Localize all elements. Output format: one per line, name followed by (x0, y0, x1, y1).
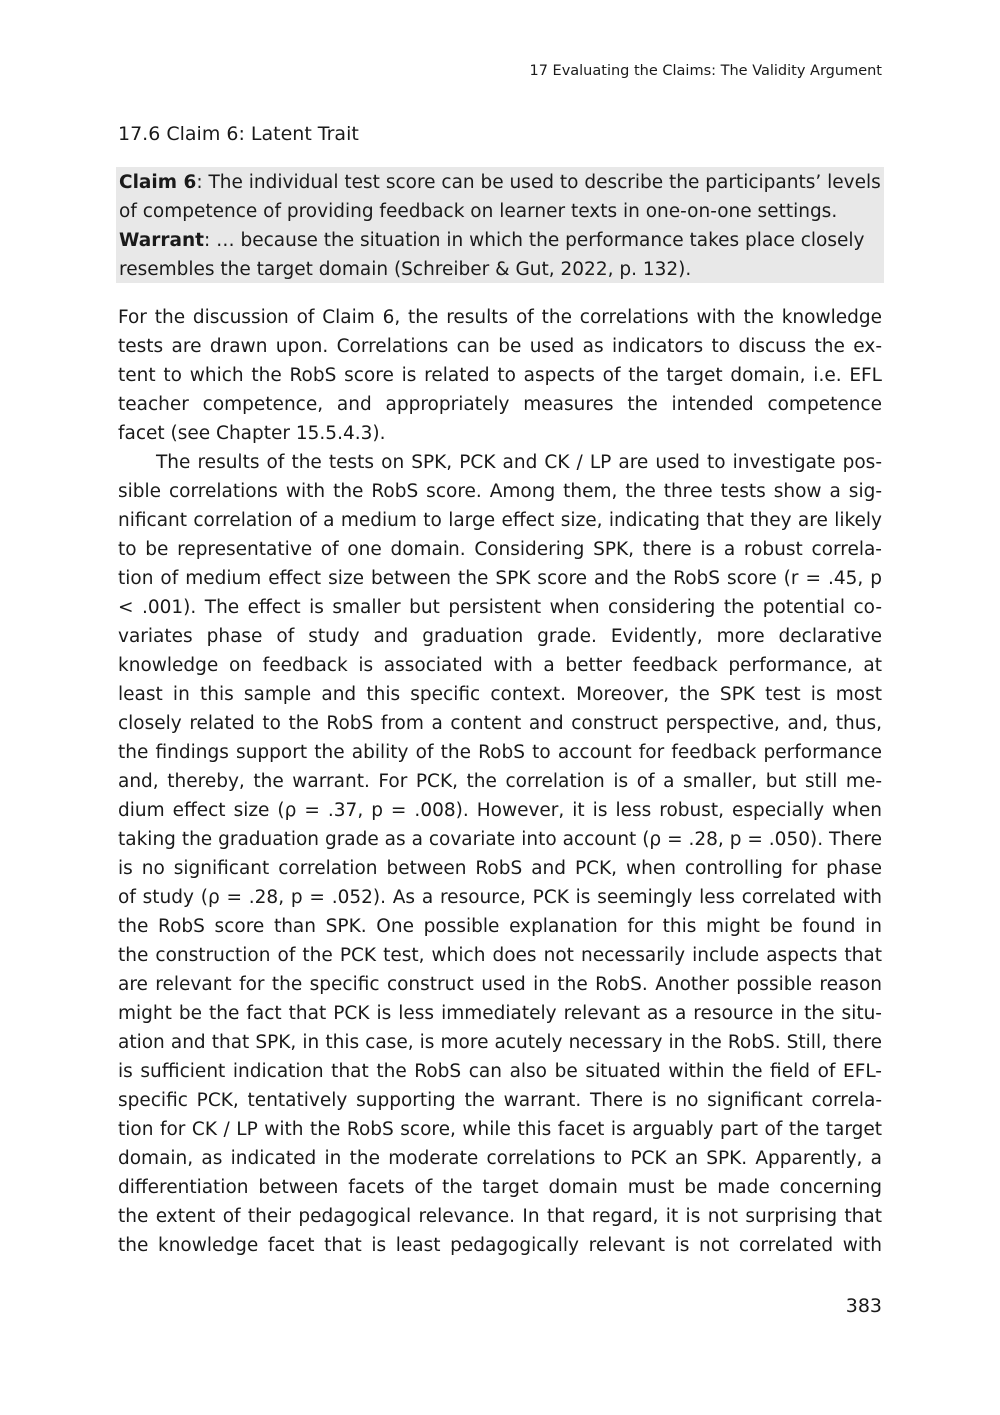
text-line: might be the fact that PCK is less immediately relevant as a resource in the situ- (118, 1003, 882, 1024)
text-line: the extent of their pedagogical relevance. In that regard, it is not surprising that (118, 1206, 882, 1227)
text-line: domain, as indicated in the moderate correlations to PCK an SPK. Apparently, a (118, 1148, 882, 1169)
text-line: < .001). The effect is smaller but persistent when considering the potential co- (118, 597, 882, 618)
text-line: of study (ρ = .28, p = .052). As a resource, PCK is seemingly less correlated with (118, 887, 882, 908)
text-line: The results of the tests on SPK, PCK and CK / LP are used to investigate pos- (156, 452, 882, 473)
body-text (118, 303, 882, 1260)
running-head: 17 Evaluating the Claims: The Validity Argument (529, 63, 882, 79)
text-line: tests are drawn upon. Correlations can be used as indicators to discuss the ex- (118, 336, 882, 357)
text-line: differentiation between facets of the target domain must be made concerning (118, 1177, 882, 1198)
text-line: is no significant correlation between RobS and PCK, when controlling for phase (118, 858, 882, 879)
text-line: to be representative of one domain. Considering SPK, there is a robust correla- (118, 539, 882, 560)
text-line: ation and that SPK, in this case, is more acutely necessary in the RobS. Still, there (118, 1032, 882, 1053)
text-line: facet (see Chapter 15.5.4.3). (118, 423, 386, 444)
warrant-text: : … because the situation in which the performance takes place closely (203, 230, 865, 251)
text-line: tion of medium effect size between the SPK score and the RobS score (r = .45, p (118, 568, 882, 589)
text-line: variates phase of study and graduation grade. Evidently, more declarative (118, 626, 882, 647)
text-line: and, thereby, the warrant. For PCK, the correlation is of a smaller, but still me- (118, 771, 882, 792)
claim-box (116, 167, 884, 283)
warrant-label: Warrant (119, 230, 204, 251)
text-line: least in this sample and this specific context. Moreover, the SPK test is most (118, 684, 882, 705)
text-line: dium effect size (ρ = .37, p = .008). However, it is less robust, especially when (118, 800, 882, 821)
section-number: 17.6 (118, 123, 161, 145)
paragraph-1 (118, 303, 882, 448)
warrant-line-1 (119, 226, 881, 255)
text-line: nificant correlation of a medium to large effect size, indicating that they are likely (118, 510, 882, 531)
section-heading (118, 121, 359, 147)
claim-text: : The individual test score can be used to describe the participants’ levels (196, 172, 881, 193)
text-line: taking the graduation grade as a covariate into account (ρ = .28, p = .050). There (118, 829, 882, 850)
text-line: the construction of the PCK test, which does not necessarily include aspects that (118, 945, 882, 966)
text-line: knowledge on feedback is associated with a better feedback performance, at (118, 655, 882, 676)
claim-label: Claim 6 (119, 172, 197, 193)
text-line: are relevant for the specific construct used in the RobS. Another possible reason (118, 974, 882, 995)
text-line: teacher competence, and appropriately measures the intended competence (118, 394, 882, 415)
text-line: specific PCK, tentatively supporting the warrant. There is no significant correla- (118, 1090, 882, 1111)
text-line: the findings support the ability of the RobS to account for feedback performance (118, 742, 882, 763)
text-line: sible correlations with the RobS score. Among them, the three tests show a sig- (118, 481, 882, 502)
claim-line-2: of competence of providing feedback on learner texts in one-on-one settings. (119, 201, 838, 222)
claim-line-1 (119, 168, 881, 197)
text-line: tent to which the RobS score is related to aspects of the target domain, i.e. EFL (118, 365, 882, 386)
paragraph-2 (118, 448, 882, 1260)
text-line: For the discussion of Claim 6, the results of the correlations with the knowledge (118, 307, 882, 328)
section-title: Claim 6: Latent Trait (166, 123, 359, 145)
warrant-line-2: resembles the target domain (Schreiber & Gut, 2022, p. 132). (119, 259, 692, 280)
page-number: 383 (845, 1295, 882, 1317)
text-line: tion for CK / LP with the RobS score, while this facet is arguably part of the target (118, 1119, 882, 1140)
text-line: the knowledge facet that is least pedagogically relevant is not correlated with (118, 1235, 882, 1256)
text-line: is sufficient indication that the RobS can also be situated within the field of EFL- (118, 1061, 882, 1082)
text-line: the RobS score than SPK. One possible explanation for this might be found in (118, 916, 882, 937)
text-line: closely related to the RobS from a content and construct perspective, and, thus, (118, 713, 882, 734)
